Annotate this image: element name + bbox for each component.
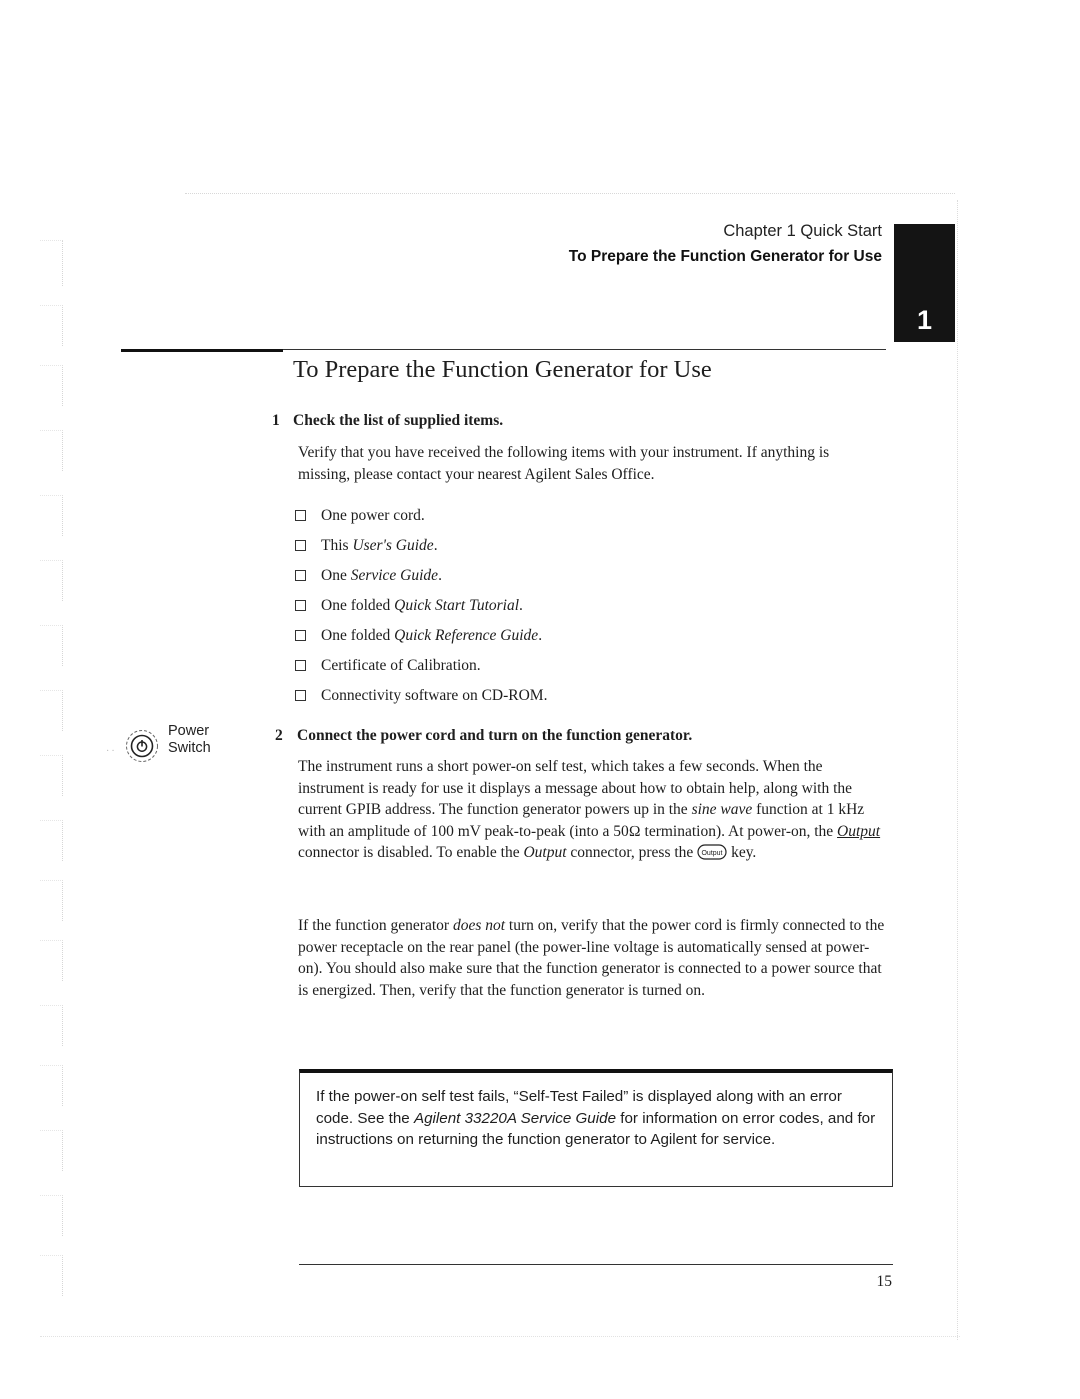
checkbox-icon — [295, 570, 306, 581]
step-2-paragraph-1 — [298, 756, 888, 864]
power-switch-icon — [125, 729, 159, 763]
binding-mark — [40, 365, 63, 406]
scan-edge-top — [185, 193, 955, 194]
checkbox-icon — [295, 660, 306, 671]
binding-mark — [40, 240, 63, 286]
text-run: function at 1 kHz with an amplitude of 100 mV peak-to-peak (into a 50Ω termination). At power-on, the — [298, 801, 865, 840]
chapter-tab — [894, 224, 955, 342]
checkbox-icon — [295, 690, 306, 701]
text-run-italic: sine wave — [691, 801, 753, 818]
text-run: The instrument runs a short power-on self test, which takes a few seconds. When the instrument is ready for use it displays a message about how to obtain help, along with the current GPIB address. The function generator powers up in the — [298, 758, 853, 818]
list-item-tail: . — [519, 597, 523, 614]
text-run: for information on error codes, and for instructions on returning the function generator to Agilent for service. — [316, 1109, 876, 1148]
power-switch-label — [168, 723, 211, 757]
list-item-text: Certificate of Calibration. — [321, 657, 481, 674]
binding-mark — [40, 430, 63, 471]
power-switch-label-line2: Switch — [168, 740, 211, 756]
text-run-italic: Agilent 33220A Service Guide — [413, 1109, 617, 1127]
callout-leader-dots: ·· — [106, 746, 117, 757]
step-2-paragraph-2 — [298, 915, 888, 1001]
page-number: 15 — [876, 1273, 892, 1290]
output-key-label: Output — [701, 850, 723, 857]
list-item — [295, 655, 547, 685]
binding-mark — [40, 755, 63, 796]
text-run-italic: does not — [452, 917, 506, 934]
list-item-text: Connectivity software on CD-ROM. — [321, 687, 548, 704]
binding-mark — [40, 1130, 63, 1171]
scan-edge-bottom — [40, 1336, 960, 1337]
binding-mark — [40, 625, 63, 666]
text-run: connector, press the — [566, 844, 698, 861]
binding-mark — [40, 1065, 63, 1106]
list-item — [295, 565, 547, 595]
output-key-icon — [697, 844, 727, 860]
text-run: connector is disabled. To enable the — [298, 844, 524, 861]
step-1-intro: Verify that you have received the following items with your instrument. If anything is missing, please contact your nearest Agilent Sales Office. — [298, 444, 830, 483]
power-switch-label-line1: Power — [168, 723, 210, 739]
binding-mark — [40, 1195, 63, 1236]
step-2-heading: Connect the power cord and turn on the function generator. — [297, 727, 693, 744]
text-run: key. — [727, 844, 757, 861]
list-item-text: This — [321, 537, 353, 554]
binding-mark — [40, 495, 63, 536]
text-run-italic: Output — [837, 822, 881, 840]
text-run: turn on, verify that the power cord is firmly connected to the power receptacle on the rear panel (the power-line voltage is automatically sensed at power-on). You should also make sure that the function generator is connected to a power source that is energized. Then, verify that the function generator is turned on. — [298, 917, 885, 999]
step-1-heading: Check the list of supplied items. — [293, 412, 504, 429]
section-rule — [283, 349, 886, 350]
note-text — [316, 1086, 881, 1151]
note-box — [299, 1069, 893, 1187]
binding-mark — [40, 1005, 63, 1046]
list-item-tail: . — [538, 627, 543, 644]
list-item-text: One folded — [321, 597, 395, 614]
list-item — [295, 505, 547, 535]
text-run-italic: Output — [523, 844, 567, 861]
binding-mark — [40, 560, 63, 601]
page-title: To Prepare the Function Generator for Use — [293, 356, 712, 383]
header-section: To Prepare the Function Generator for Use — [568, 248, 882, 265]
binding-mark — [40, 940, 63, 981]
list-item-text: One folded — [321, 627, 395, 644]
header-chapter: Chapter 1 Quick Start — [723, 222, 882, 240]
binding-mark — [40, 1255, 63, 1296]
chapter-tab-number: 1 — [916, 305, 933, 335]
list-item — [295, 595, 547, 625]
step-1-number: 1 — [272, 412, 280, 429]
list-item-text: One — [321, 567, 351, 584]
list-item-title: User's Guide — [352, 537, 434, 554]
checkbox-icon — [295, 630, 306, 641]
text-run: If the power-on self test fails, “Self-Test Failed” is displayed along with an error code. See the — [316, 1088, 842, 1127]
list-item-tail: . — [438, 567, 442, 584]
step-2-number: 2 — [275, 727, 283, 744]
list-item-title: Service Guide — [350, 567, 439, 584]
footer-rule — [299, 1264, 893, 1265]
list-item-title: Quick Start Tutorial — [394, 597, 520, 614]
list-item — [295, 685, 547, 715]
list-item-title: Quick Reference Guide — [394, 627, 539, 644]
list-item-tail: . — [433, 537, 438, 554]
section-rule-thick — [121, 349, 283, 352]
list-item — [295, 625, 547, 655]
checkbox-icon — [295, 540, 306, 551]
binding-mark — [40, 880, 63, 921]
binding-mark — [40, 305, 63, 346]
supplied-items-list — [295, 505, 547, 715]
scan-edge-right — [957, 200, 958, 1340]
list-item — [295, 535, 547, 565]
binding-mark — [40, 820, 63, 861]
checkbox-icon — [295, 600, 306, 611]
checkbox-icon — [295, 510, 306, 521]
text-run: If the function generator — [298, 917, 453, 934]
list-item-text: One power cord. — [321, 507, 425, 524]
binding-mark — [40, 690, 63, 731]
